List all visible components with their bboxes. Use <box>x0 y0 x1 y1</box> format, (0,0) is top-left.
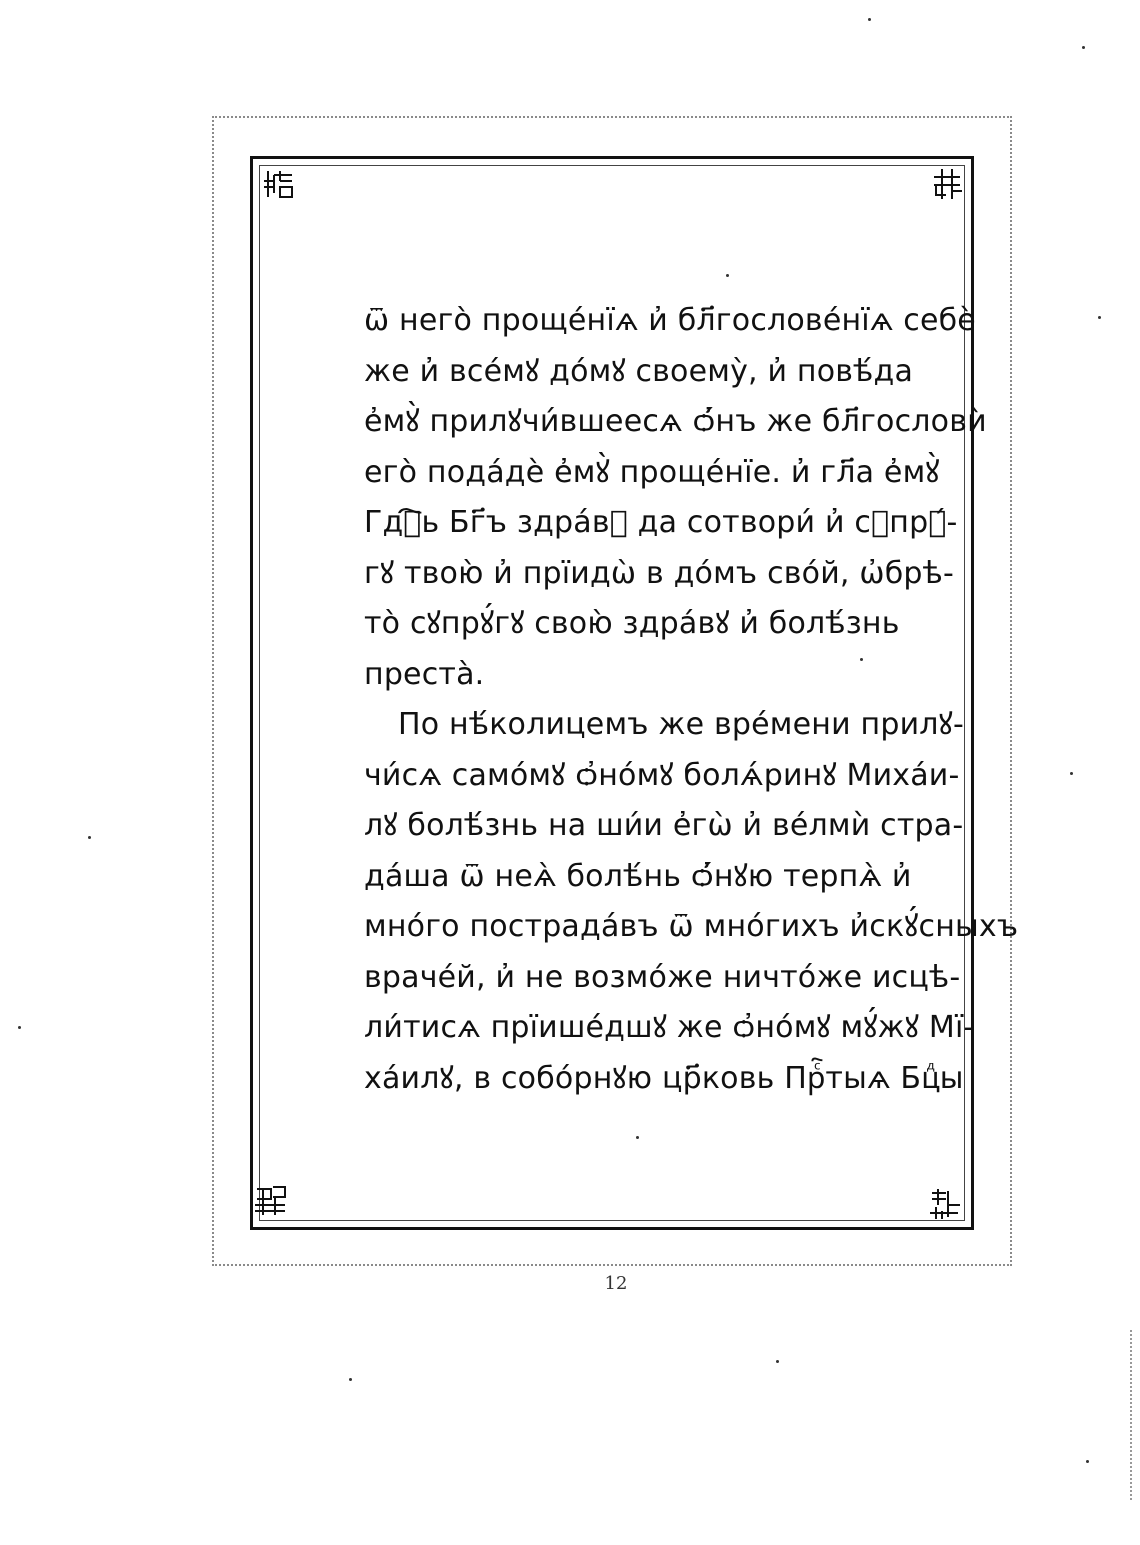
text-line: гꙋ твою̀ и҆ прїидѡ̀ в до́мъ сво́й, ѡ҆брѣ- <box>364 555 955 591</box>
paragraph-first-line: По нѣ́колицемъ же вре́мени прилꙋ- <box>398 707 964 742</box>
text-line: его̀ пода́дѐ е҆мꙋ̀ проще́нїе. и҆ гл҃а е҆мꙋ̀ <box>364 454 940 490</box>
text-line: лꙋ болѣ́знь на ши́и е҆гѡ̀ и҆ ве́лмѝ стра- <box>364 808 964 843</box>
text-line: е҆мꙋ̀ прилꙋчи́вшеесѧ ѻ҆́нъ же бл҃гословѝ <box>364 404 987 439</box>
scan-speck <box>636 1136 639 1139</box>
text-line: преста̀. <box>364 656 485 692</box>
text-line: мно́го пострада́въ ѿ мно́гихъ и҆скꙋ́сныхъ <box>364 909 1019 944</box>
text-line: ли́тисѧ прїише́дшꙋ же ѻ҆но́мꙋ мꙋ́жꙋ Мї- <box>364 1010 975 1045</box>
body-text <box>364 296 1019 1104</box>
corner-ornament-icon <box>928 1187 962 1221</box>
text-line: то̀ сꙋпрꙋ́гꙋ свою̀ здра́вꙋ и҆ болѣ́знь <box>364 606 900 641</box>
text-line: враче́й, и҆ не возмо́же ничто́же исцѣ- <box>364 959 961 995</box>
scan-speck <box>868 18 871 21</box>
text-line: да́ша ѿ неѧ̀ болѣ́нь ѻ҆́нꙋю терпѧ̀ и҆ <box>364 858 912 894</box>
page-number: 12 <box>604 1273 628 1294</box>
text-line: ха́илꙋ, в собо́рнꙋю цр҃ковь Прⷭ҇тыѧ Бцⷣы <box>364 1060 964 1096</box>
scan-speck <box>1098 316 1101 319</box>
corner-ornament-icon <box>253 1183 287 1217</box>
scan-speck <box>18 1026 21 1029</box>
text-line: Гдⷭ҇ь Бг҃ъ здра́вꙋ да сотвори́ и҆ сꙋпрꙋ́- <box>364 505 958 540</box>
scan-speck <box>1086 1460 1089 1463</box>
scan-speck <box>776 1360 779 1363</box>
scan-speck <box>860 658 863 661</box>
scan-speck <box>1082 46 1085 49</box>
corner-ornament-icon <box>262 167 296 201</box>
scan-speck <box>1070 772 1073 775</box>
scan-edge-mark <box>1130 1330 1132 1500</box>
scan-speck <box>349 1378 352 1381</box>
text-line: чи́сѧ само́мꙋ ѻ҆но́мꙋ болѧ́ринꙋ Миха́и- <box>364 757 960 793</box>
corner-ornament-icon <box>930 167 964 201</box>
scan-speck <box>726 274 729 277</box>
text-line: ѿ него̀ проще́нїѧ и҆ бл҃гослове́нїѧ себѐ <box>364 303 976 338</box>
text-line: же и҆ все́мꙋ до́мꙋ своему̀, и҆ повѣ́да <box>364 353 914 389</box>
scan-speck <box>88 836 91 839</box>
